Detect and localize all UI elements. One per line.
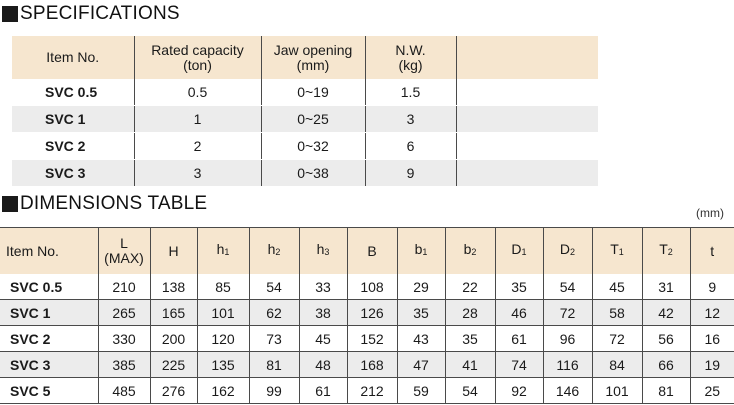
- dim-cell: SVC 2: [0, 326, 98, 352]
- dimensions-title: DIMENSIONS TABLE: [20, 193, 208, 214]
- dim-cell: 81: [249, 352, 299, 378]
- spec-cell: 1.5: [365, 79, 456, 106]
- dim-header-cell: [299, 228, 347, 275]
- square-bullet-icon: [2, 6, 18, 22]
- dim-cell: 35: [397, 300, 445, 326]
- spec-row: [12, 79, 598, 106]
- dim-cell: 200: [150, 326, 197, 352]
- dim-cell: 92: [495, 378, 543, 404]
- spec-cell: SVC 1: [12, 106, 134, 133]
- spec-row: [12, 160, 598, 187]
- dim-cell: 116: [543, 352, 592, 378]
- dim-cell: 138: [150, 274, 197, 300]
- spec-cell: SVC 0.5: [12, 79, 134, 106]
- dim-cell: 96: [543, 326, 592, 352]
- dim-header-subscript: 1: [224, 247, 230, 257]
- dim-cell: 58: [592, 300, 642, 326]
- dim-cell: 225: [150, 352, 197, 378]
- spec-cell: [456, 160, 598, 187]
- dim-header-subscript: 2: [275, 247, 281, 257]
- dim-cell: 46: [495, 300, 543, 326]
- dim-header-cell: [642, 228, 690, 275]
- dim-header-cell: [0, 228, 98, 275]
- spec-cell: 0~25: [261, 106, 365, 133]
- spec-header-cell: [134, 36, 261, 79]
- spec-header-text: Item No.: [46, 49, 100, 65]
- dim-header-cell: [690, 228, 734, 275]
- dim-header-subscript: 1: [521, 247, 527, 257]
- specifications-header-row: [12, 36, 598, 79]
- dim-header-subscript: 1: [422, 247, 428, 257]
- dim-cell: 45: [299, 326, 347, 352]
- dim-cell: 59: [397, 378, 445, 404]
- dim-cell: 19: [690, 352, 734, 378]
- spec-cell: 2: [134, 133, 261, 160]
- spec-cell: SVC 3: [12, 160, 134, 187]
- dimensions-heading: [2, 191, 207, 217]
- dim-header-text: t: [710, 242, 715, 259]
- dim-header-cell: [347, 228, 397, 275]
- spec-cell: 0~19: [261, 79, 365, 106]
- dim-cell: SVC 5: [0, 378, 98, 404]
- dim-header-subscript: 3: [324, 247, 330, 257]
- dim-header-text: D: [559, 241, 571, 257]
- spec-cell: 3: [365, 106, 456, 133]
- dim-cell: 101: [592, 378, 642, 404]
- spec-header-cell: [456, 36, 598, 79]
- dim-cell: 485: [98, 378, 150, 404]
- dim-cell: 210: [98, 274, 150, 300]
- spec-cell: 0.5: [134, 79, 261, 106]
- dim-cell: 38: [299, 300, 347, 326]
- spec-cell: 1: [134, 106, 261, 133]
- dim-row: [0, 378, 734, 404]
- dim-header-text: b: [414, 241, 423, 257]
- dim-header-text: T: [610, 241, 619, 257]
- dim-cell: 276: [150, 378, 197, 404]
- dim-cell: 212: [347, 378, 397, 404]
- dim-cell: SVC 1: [0, 300, 98, 326]
- dim-cell: 108: [347, 274, 397, 300]
- dim-cell: 126: [347, 300, 397, 326]
- dim-row: [0, 274, 734, 300]
- spec-cell: 0~32: [261, 133, 365, 160]
- dim-header-text: h: [216, 241, 225, 257]
- dim-row: [0, 352, 734, 378]
- dim-header-text: h: [316, 241, 325, 257]
- spec-header-text: Rated capacity: [151, 41, 244, 58]
- dim-cell: 25: [690, 378, 734, 404]
- spec-header-text: (kg): [398, 56, 423, 73]
- dim-header-text: h: [267, 241, 276, 257]
- dim-header-cell: [249, 228, 299, 275]
- dim-row: [0, 300, 734, 326]
- dim-cell: 162: [197, 378, 249, 404]
- dim-cell: 54: [543, 274, 592, 300]
- specifications-table: [12, 36, 598, 187]
- spec-header-cell: [365, 36, 456, 79]
- dim-cell: 84: [592, 352, 642, 378]
- spec-cell: [456, 79, 598, 106]
- dim-cell: 48: [299, 352, 347, 378]
- dim-cell: 385: [98, 352, 150, 378]
- dim-cell: 61: [495, 326, 543, 352]
- spec-cell: 9: [365, 160, 456, 187]
- spec-header-text: (mm): [296, 56, 330, 73]
- dim-cell: 165: [150, 300, 197, 326]
- dim-header-cell: [592, 228, 642, 275]
- spec-cell: SVC 2: [12, 133, 134, 160]
- spec-header-text: N.W.: [395, 41, 426, 58]
- dim-cell: 22: [445, 274, 495, 300]
- dim-cell: 33: [299, 274, 347, 300]
- dim-header-cell: [445, 228, 495, 275]
- dim-cell: 85: [197, 274, 249, 300]
- dimensions-table: [0, 227, 734, 404]
- dim-cell: 73: [249, 326, 299, 352]
- dim-header-cell: [495, 228, 543, 275]
- dim-cell: 61: [299, 378, 347, 404]
- spec-row: [12, 133, 598, 160]
- dim-header-text: b: [463, 241, 472, 257]
- dim-header-cell: [543, 228, 592, 275]
- specifications-heading: [2, 1, 180, 27]
- spec-row: [12, 106, 598, 133]
- dim-cell: 54: [445, 378, 495, 404]
- dim-header-subscript: 1: [618, 247, 624, 257]
- dim-header-text: T: [659, 241, 668, 257]
- dim-cell: 101: [197, 300, 249, 326]
- spec-cell: 6: [365, 133, 456, 160]
- dim-cell: 152: [347, 326, 397, 352]
- dim-header-cell: [150, 228, 197, 275]
- spec-cell: [456, 133, 598, 160]
- dim-cell: 330: [98, 326, 150, 352]
- dim-cell: 265: [98, 300, 150, 326]
- dim-header-text: (MAX): [104, 250, 144, 266]
- dim-cell: 16: [690, 326, 734, 352]
- dim-cell: 45: [592, 274, 642, 300]
- dim-cell: 54: [249, 274, 299, 300]
- dim-header-text: Item No.: [6, 242, 59, 259]
- dim-cell: 29: [397, 274, 445, 300]
- dim-cell: 146: [543, 378, 592, 404]
- spec-header-text: (ton): [183, 56, 212, 73]
- dim-cell: 28: [445, 300, 495, 326]
- square-bullet-icon: [2, 196, 18, 212]
- dim-cell: 81: [642, 378, 690, 404]
- specifications-title: SPECIFICATIONS: [20, 3, 180, 24]
- dim-header-subscript: 2: [471, 247, 477, 257]
- dim-cell: 62: [249, 300, 299, 326]
- dim-cell: 42: [642, 300, 690, 326]
- dim-header-cell: [98, 228, 150, 275]
- dim-cell: 47: [397, 352, 445, 378]
- dim-cell: 66: [642, 352, 690, 378]
- dim-cell: 72: [543, 300, 592, 326]
- spec-header-text: Jaw opening: [273, 41, 353, 58]
- dimensions-header-row: [0, 228, 734, 275]
- dim-header-text: H: [168, 242, 179, 259]
- dim-cell: 56: [642, 326, 690, 352]
- dim-cell: 9: [690, 274, 734, 300]
- spec-header-cell: [261, 36, 365, 79]
- dim-cell: SVC 3: [0, 352, 98, 378]
- dim-cell: 168: [347, 352, 397, 378]
- dim-header-text: L: [120, 235, 128, 251]
- dim-header-cell: [397, 228, 445, 275]
- dim-row: [0, 326, 734, 352]
- spec-cell: [456, 106, 598, 133]
- dim-header-text: B: [367, 242, 377, 259]
- dim-cell: SVC 0.5: [0, 274, 98, 300]
- dim-header-subscript: 2: [667, 247, 673, 257]
- spec-header-cell: [12, 36, 134, 79]
- dim-header-text: D: [511, 241, 522, 257]
- dim-cell: 72: [592, 326, 642, 352]
- dim-header-subscript: 2: [570, 247, 576, 257]
- dim-cell: 120: [197, 326, 249, 352]
- dim-cell: 41: [445, 352, 495, 378]
- dim-cell: 99: [249, 378, 299, 404]
- dim-cell: 43: [397, 326, 445, 352]
- dim-cell: 35: [445, 326, 495, 352]
- dim-cell: 35: [495, 274, 543, 300]
- dim-cell: 12: [690, 300, 734, 326]
- unit-label: (mm): [696, 206, 724, 220]
- dim-header-cell: [197, 228, 249, 275]
- spec-cell: 3: [134, 160, 261, 187]
- dim-cell: 135: [197, 352, 249, 378]
- spec-cell: 0~38: [261, 160, 365, 187]
- dim-cell: 31: [642, 274, 690, 300]
- dim-cell: 74: [495, 352, 543, 378]
